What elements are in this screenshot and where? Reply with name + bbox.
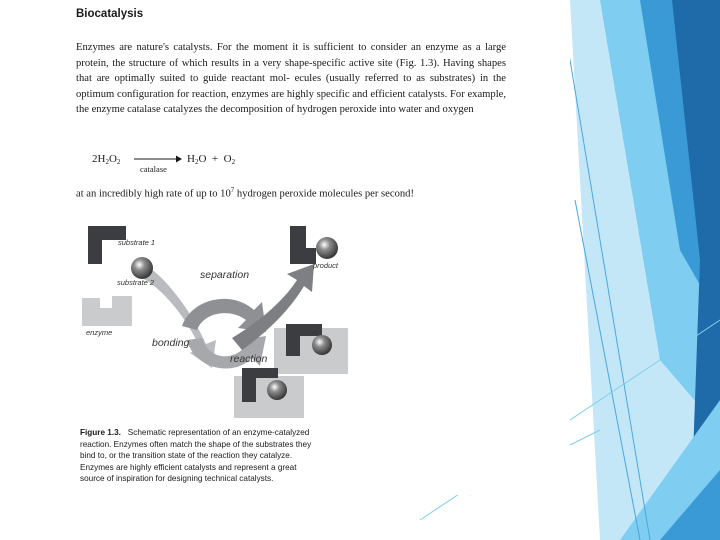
label-reaction: reaction — [230, 353, 268, 365]
figure-caption — [80, 427, 375, 485]
reaction-arrow-icon — [132, 151, 182, 165]
substrate-2-ball — [131, 257, 153, 279]
caption-line: reaction. Enzymes often match the shape of the substrates they — [80, 439, 312, 449]
paragraph-line: catalyzes the decomposition of hydrogen peroxide into water and oxygen — [163, 104, 474, 116]
label-enzyme: enzyme — [86, 328, 113, 337]
equation-products: $H_2O + O_2$ — [187, 153, 236, 166]
scanned-textbook-page — [62, 0, 570, 495]
enzyme-block — [82, 296, 132, 326]
caption-line: Enzymes are highly efficient catalysts and represent a great — [80, 462, 297, 472]
caption-label: Figure 1.3. — [80, 428, 121, 437]
equation-reactant: $2H_2O_2$ — [92, 153, 121, 166]
complex-ball-right — [312, 335, 332, 355]
label-product: product — [313, 261, 339, 270]
paragraph-line: Enzymes are nature's catalysts. For the moment it is sufficient to consider an — [76, 42, 422, 53]
rate-sentence: at an incredibly high rate of up to $10^7$ hydrogen peroxide molecules per second! — [76, 186, 414, 200]
body-paragraph — [76, 40, 506, 118]
product-ball — [316, 237, 338, 259]
label-bonding: bonding — [152, 337, 190, 349]
label-substrate-1: substrate 1 — [118, 238, 156, 247]
caption-line: bind to, or the transition state of the reaction they catalyze. — [80, 451, 293, 461]
equation-catalyst: catalase — [140, 164, 167, 174]
paragraph-line: enzymes are highly specific and efficient catalysts. For example, the enzyme catalase — [76, 88, 506, 116]
label-substrate-2: substrate 2 — [117, 278, 155, 287]
chemical-equation — [92, 151, 292, 175]
paragraph-line: enzyme as a large protein, the structure of which results in a very shape-specific — [76, 42, 506, 69]
caption-line: source of inspiration for designing technical catalysts. — [80, 474, 274, 484]
paragraph-line: active site (Fig. 1.3). Having shapes that are optimally suited to guide reactant mol- — [76, 57, 506, 85]
label-separation: separation — [200, 269, 250, 281]
enzyme-reaction-figure — [82, 218, 362, 423]
paragraph-line: ecules (usually referred to as substrates) in the optimum configuration for reaction, — [76, 73, 506, 100]
section-heading: Biocatalysis — [76, 8, 144, 20]
product-block — [290, 226, 316, 264]
caption-line: Schematic representation of an enzyme-catalyzed — [127, 428, 310, 437]
complex-ball-bottom — [267, 380, 287, 400]
